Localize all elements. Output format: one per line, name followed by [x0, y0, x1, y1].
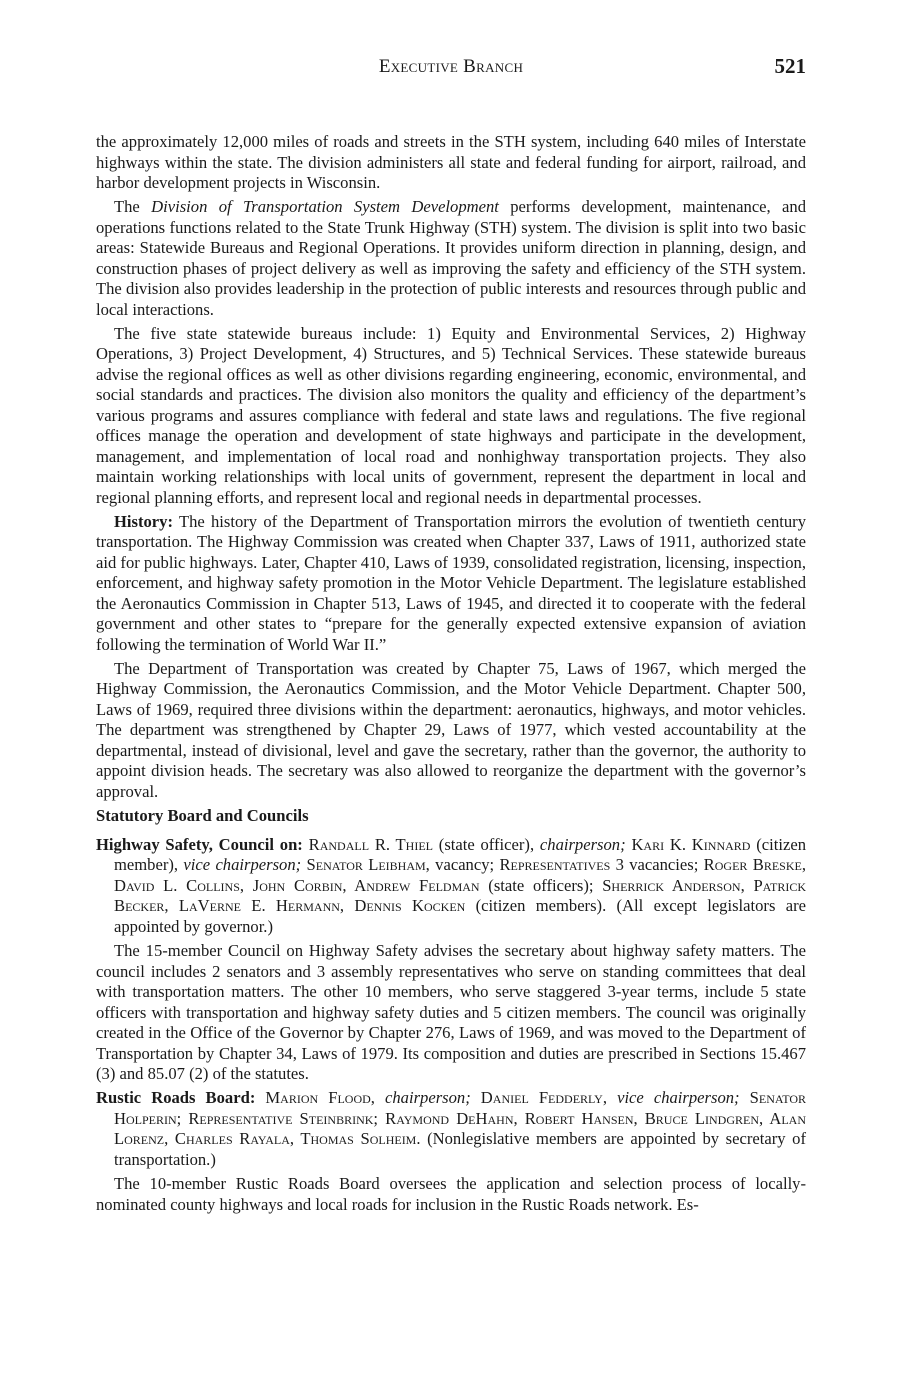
- entry-text: ,: [602, 1088, 618, 1107]
- paragraph-statewide-bureaus: The five state statewide bureaus include: 1) Equity and Environmental Services, 2) Highway Operations, 3) Project Development, 4) Structures, and 5) Technical Services. These statewide bureaus advise the regional offices as well as other divisions regarding engineering, economic, environmental, and social standards and practices. The division also monitors the quality and efficiency of the department’s various programs and assures compliance with federal and state laws and regulations. The five regional offices manage the operation and development of state highways and participate in the development, management, and implementation of local road and nonhighway transportation projects. They also maintain working relationships with local units of government, represent the department in local and regional planning efforts, and represent local and regional needs in departmental processes.: [96, 323, 806, 507]
- member-role: vice chairperson;: [617, 1088, 740, 1107]
- member-name: Representatives: [499, 855, 611, 874]
- section-heading: Statutory Board and Councils: [96, 806, 309, 825]
- page-number: 521: [774, 54, 806, 78]
- member-name: Marion Flood: [265, 1088, 371, 1107]
- paragraph-text: The: [114, 197, 152, 216]
- entry-text: 3 vacancies;: [610, 855, 704, 874]
- entry-text: ,: [370, 1088, 385, 1107]
- entry-title: Highway Safety, Council on:: [96, 834, 303, 854]
- entry-text: (citizen member),: [114, 834, 806, 874]
- entry-text: . (Nonlegislative members are appointed by secretary of transportation.): [114, 1129, 806, 1169]
- paragraph-department-created: The Department of Transportation was created by Chapter 75, Laws of 1967, which merged the Highway Commission, the Aeronautics Commission, and the Motor Vehicle Department. Chapter 500, Laws of 1969, required three divisions within the department: aeronautics, highways, and motor vehicles. The department was strengthened by Chapter 29, Laws of 1977, which vested accountability at the departmental, instead of divisional, level and gave the secretary, rather than the governor, the authority to appoint division heads. The secretary was also allowed to reorganize the department with the governor’s approval.: [96, 658, 806, 801]
- entry-text: (state officer),: [433, 834, 540, 854]
- member-role: chairperson;: [539, 834, 626, 854]
- entry-title: Rustic Roads Board:: [96, 1088, 256, 1107]
- rustic-roads-description: The 10-member Rustic Roads Board oversees the application and selection process of locally-nominated county highways and local roads for inclusion in the Rustic Roads network. Es-: [96, 1174, 806, 1214]
- member-name: Sherrick Anderson, Patrick Becker, LaVerne E. Hermann, Dennis Kocken: [114, 875, 807, 915]
- paragraph-text: The history of the Department of Transportation mirrors the evolution of twentieth century transportation. The Highway Commission was created when Chapter 337, Laws of 1911, authorized state aid for public highways. Later, Chapter 410, Laws of 1939, consolidated registration, licensing, inspection, enforcement, and highway safety promotion in the Motor Vehicle Department. The legislature established the Aeronautics Commission in Chapter 513, Laws of 1945, and directed it to cooperate with the federal government and other states to “prepare for the generally expected extensive expansion of aviation following the termination of World War II.”: [96, 511, 806, 654]
- division-name: Division of Transportation System Development: [151, 197, 499, 216]
- member-name: Senator Leibham: [306, 855, 426, 874]
- page-body: [96, 132, 806, 1219]
- paragraph-text: performs development, maintenance, and operations functions related to the State Trunk Highway (STH) system. The division is split into two basic areas: Statewide Bureaus and Regional Operations. It provides uniform direction in planning, design, and construction phases of project delivery as well as improving the safety and efficiency of the STH system. The division also provides leadership in the protection of public interests and resources through public and local interactions.: [96, 197, 806, 319]
- paragraph-sth-system: the approximately 12,000 miles of roads and streets in the STH system, including 640 miles of Interstate highways within the state. The division administers all state and federal funding for airport, railroad, and harbor development projects in Wisconsin.: [96, 132, 806, 192]
- running-head: Executive Branch: [378, 56, 524, 77]
- member-role: vice chairperson;: [183, 855, 302, 874]
- member-name: Kari K. Kinnard: [631, 834, 751, 854]
- highway-safety-council-entry: [96, 835, 806, 938]
- member-name: Senator Holperin; Representative Steinbrink; Raymond DeHahn, Robert Hansen, Bruce Lindgren, Alan Lorenz, Charles Rayala, Thomas Solheim: [114, 1088, 806, 1148]
- member-role: chairperson;: [385, 1088, 471, 1107]
- history-label: History:: [114, 511, 173, 531]
- rustic-roads-board-entry: [96, 1088, 806, 1170]
- member-name: Roger Breske, David L. Collins, John Corbin, Andrew Feldman: [114, 855, 806, 895]
- paragraph-history: [96, 512, 806, 656]
- page-header: [96, 56, 806, 82]
- entry-text: , vacancy;: [425, 855, 500, 874]
- member-name: Daniel Fedderly: [480, 1088, 603, 1107]
- paragraph-division-tsd: [96, 197, 806, 320]
- entry-text: (citizen members). (All except legislators are appointed by governor.): [114, 896, 806, 936]
- entry-text: (state officers);: [479, 875, 603, 895]
- member-name: Randall R. Thiel: [308, 834, 433, 854]
- highway-safety-description: The 15-member Council on Highway Safety advises the secretary about highway safety matters. The council includes 2 senators and 3 assembly representatives who serve on standing committees that deal with transportation matters. The other 10 members, who serve staggered 3-year terms, include 5 state officers with transportation and highway safety duties and 5 citizen members. The council was originally created in the Office of the Governor by Chapter 276, Laws of 1969, and was moved to the Department of Transportation by Chapter 34, Laws of 1979. Its composition and duties are prescribed in Sections 15.467 (3) and 85.07 (2) of the statutes.: [96, 941, 806, 1083]
